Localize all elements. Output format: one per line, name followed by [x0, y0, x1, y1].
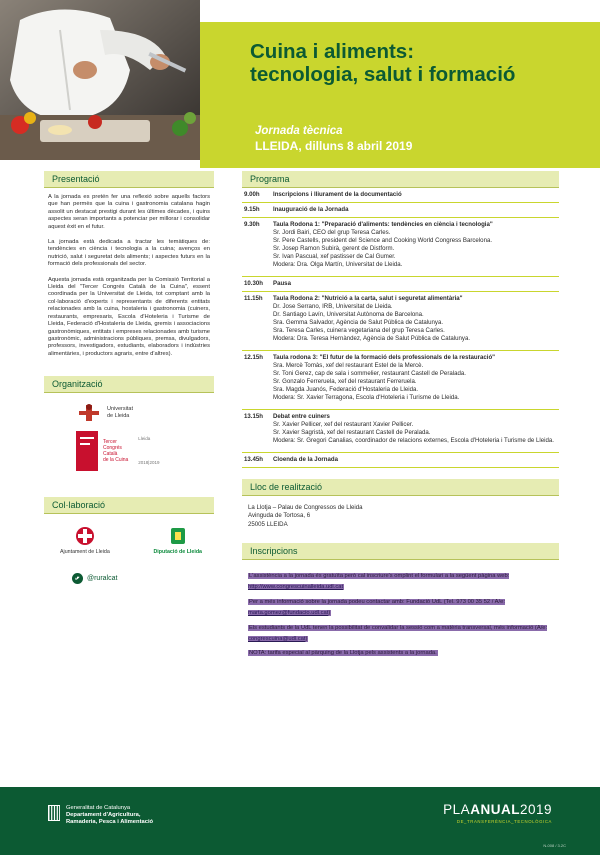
pla-anual-logo: PLAANUAL2019: [443, 802, 552, 817]
udl-emblem-icon: [76, 403, 102, 423]
program-title: Pausa: [273, 280, 291, 287]
program-speaker: Modera: Sr. Xavier Terragona, Escola d'Hoteleria i Turisme de Lleida.: [273, 394, 460, 401]
programa-heading: Programa: [242, 171, 559, 188]
program-title: Inscripcions i lliurament de la documentació: [273, 191, 402, 198]
title-block: [200, 0, 600, 168]
program-title: Debat entre cuiners: [273, 413, 330, 420]
program-body: [273, 295, 559, 347]
event-title: Cuina i aliments: tecnologia, salut i formació: [250, 40, 516, 86]
ajuntament-logo: Ajuntament de Lleida: [60, 526, 110, 555]
venue-address: [242, 496, 559, 537]
program-time: 13.15h: [244, 413, 263, 420]
diputacio-logo: Diputació de Lleida: [153, 526, 202, 555]
pla-anual-subtitle: DE_TRANSFERÈNCIA_TECNOLÒGICA: [456, 819, 552, 824]
program-time: 12.15h: [244, 354, 263, 361]
venue-name: La Llotja – Palau de Congressos de Lleida: [248, 504, 363, 511]
program-body: [273, 191, 559, 199]
ajuntament-emblem-icon: [74, 526, 96, 546]
udl-logo: Universitat de Lleida: [44, 403, 214, 423]
right-column: [242, 171, 559, 661]
inscripcions-body: L'assistència a la jornada és gratuïta però cal inscriure's omplint el formulari a la següent pàgina web: http://www.congrescuinalleida.udl.cat Per a més informació sobre la jornada podeu contactar amb: Fundació UdL (Tel. 973 00 35 52 / A/e: marta.gomez@fundacio.udl.cat) Els estudiants de la UdL tenen la possibilitat de convalidar la sessió com a matèria transversal, més informació (A/e: congrescuina@udl.cat) NOTA: tarifa especial al pàrquing de la Llotja pels assistents a la jornada.: [248, 572, 548, 657]
program-item: [242, 203, 559, 218]
organitzacio-heading: Organització: [44, 376, 214, 393]
event-subtitle: [255, 124, 412, 154]
program-speaker: Modera: Sr. Gregori Canalias, coordinador de relacions externes, Escola d'Hoteleria i Turisme de Lleida.: [273, 437, 554, 444]
program-list: [242, 188, 559, 468]
event-type: Jornada tècnica: [255, 125, 343, 137]
venue-street: Avinguda de Tortosa, 6: [248, 512, 311, 520]
lloc-heading: Lloc de realització: [242, 479, 559, 496]
program-body: [273, 354, 559, 406]
intro-paragraph: Aquesta jornada està organitzada per la Comissió Territorial a Lleida del "Tercer Congrés Català de la Cuina", essent coordinada per la Universitat de Lleida, tot comptant amb la col·laboració d'experts i representants de diferents entitats relacionades amb la cuina, hostaleria i gastronomia (cuiners, restaurants, empresaris, Escola d'Hoteleria i Turisme de Lleida, Federació d'Hostaleria de Lleida, gremis i associacions gastronòmiques, entitats i empreses relacionades amb turisme gastronòmic, administracions públiques, premsa, divulgadors, professors, investigadors, estudiants, elaboradors i indústries alimentàries, i productors agraris, entre d'altres).: [48, 276, 210, 357]
program-speaker: Sr. Josep Ramon Subirà, gerent de Distform.: [273, 245, 395, 252]
program-speaker: Modera: Dra. Teresa Hernàndez, Agència de Salut Pública de Catalunya.: [273, 335, 471, 342]
event-date: LLEIDA, dilluns 8 abril 2019: [255, 139, 413, 153]
program-item: [242, 453, 559, 468]
program-speaker: Sra. Teresa Carles, cuinera vegetariana del grup Teresa Carles.: [273, 327, 445, 334]
program-time: 9.15h: [244, 206, 260, 213]
program-title: Taula rodona 3: "El futur de la formació dels professionals de la restauració": [273, 354, 496, 361]
program-item: [242, 292, 559, 351]
program-speaker: Dr. Jose Serrano, IRB, Universitat de Lleida.: [273, 303, 393, 310]
twitter-icon: [72, 573, 83, 584]
program-speaker: Dr. Santiago Lavín, Universitat Autònoma de Barcelona.: [273, 311, 424, 318]
program-speaker: Sr. Xavier Pellicer, xef del restaurant Xavier Pellicer.: [273, 421, 414, 428]
program-time: 13.45h: [244, 456, 263, 463]
program-time: 10.30h: [244, 280, 263, 287]
program-title: Taula Rodona 2: "Nutrició a la carta, salut i seguretat alimentària": [273, 295, 463, 302]
program-speaker: Sra. Magda Juanós, Federació d'Hostaleria de Lleida.: [273, 386, 419, 393]
students-email-link[interactable]: congrescuina@udl.cat: [248, 635, 306, 642]
program-body: [273, 413, 559, 449]
program-speaker: Sra. Mercè Tomàs, xef del restaurant Estel de la Mercè.: [273, 362, 424, 369]
venue-city: 25005 LLEIDA: [248, 520, 288, 528]
program-item: [242, 351, 559, 410]
program-time: 9.30h: [244, 221, 260, 228]
twitter-handle[interactable]: @ruralcat: [44, 573, 214, 584]
registration-link[interactable]: http://www.congrescuinalleida.udl.cat: [248, 584, 344, 591]
program-speaker: Modera: Dra. Olga Martín, Universitat de Lleida.: [273, 261, 403, 268]
program-item: [242, 410, 559, 453]
program-speaker: Sr. Gonzalo Ferreruela, xef del restaurant Ferreruela.: [273, 378, 417, 385]
inscripcions-heading: Inscripcions: [242, 543, 559, 560]
presentacio-heading: Presentació: [44, 171, 214, 188]
generalitat-emblem-icon: [48, 805, 60, 821]
collab-logos: [44, 526, 214, 555]
document-code: N-008 / 3.2C: [543, 843, 566, 848]
program-body: [273, 456, 559, 464]
program-time: 11.15h: [244, 295, 263, 302]
intro-paragraph: La jornada està dedicada a tractar les temàtiques de: tendències en ciència i tecnologia a la cuina; avenços en nutrició, salut i seguretat dels aliments; i aspectes futurs en la formació dels professionals del sector.: [48, 239, 210, 268]
contact-email-link[interactable]: marta.gomez@fundacio.udl.cat: [248, 610, 329, 617]
chef-photo: [0, 0, 200, 160]
program-speaker: Sr. Pere Castells, president del Science and Cooking World Congress Barcelona.: [273, 237, 493, 244]
intro-paragraph: A la jornada es pretén fer una reflexió sobre aquells factors que han permès que la cuina i gastronomia catalana hagin assolit un destacat prestigi durant les últimes dècades, i quins aspectes seran importants a potenciar per millorar i consolidar aquest èxit en el futur.: [48, 194, 210, 230]
program-speaker: Sr. Jordi Bairi, CEO del grup Teresa Carles.: [273, 229, 391, 236]
congres-logo: Tercer Congrés Català de la Cuina Lleida 2018|2019: [44, 431, 214, 471]
program-item: [242, 218, 559, 277]
collaboracio-heading: Col·laboració: [44, 497, 214, 514]
program-item: [242, 277, 559, 292]
program-speaker: Sr. Xavier Sagristà, xef del restaurant Castell de Peralada.: [273, 429, 431, 436]
congres-emblem-icon: [76, 431, 98, 471]
program-body: [273, 221, 559, 273]
program-body: [273, 280, 559, 288]
program-title: Cloenda de la Jornada: [273, 456, 339, 463]
left-column: [44, 171, 214, 584]
program-title: Taula Rodona 1: "Preparació d'aliments: tendències en ciència i tecnologia": [273, 221, 493, 228]
parking-note: NOTA: tarifa especial al pàrquing de la Llotja pels assistents a la jornada.: [249, 650, 437, 657]
header: [0, 0, 600, 168]
generalitat-logo: Generalitat de Catalunya Departament d'Agricultura, Ramaderia, Pesca i Alimentació: [48, 805, 153, 826]
diputacio-emblem-icon: [169, 526, 187, 546]
program-item: [242, 188, 559, 203]
program-speaker: Sr. Ivan Pascual, xef pastisser de Cal Gumer.: [273, 253, 396, 260]
program-speaker: Sr. Toni Gerez, cap de sala i sommelier, restaurant Castell de Peralada.: [273, 370, 466, 377]
presentacio-text: [44, 194, 214, 358]
program-title: Inauguració de la Jornada: [273, 206, 349, 213]
program-speaker: Sra. Gemma Salvador, Agència de Salut Pública de Catalunya.: [273, 319, 444, 326]
program-body: [273, 206, 559, 214]
footer: [0, 787, 600, 855]
program-time: 9.00h: [244, 191, 260, 198]
